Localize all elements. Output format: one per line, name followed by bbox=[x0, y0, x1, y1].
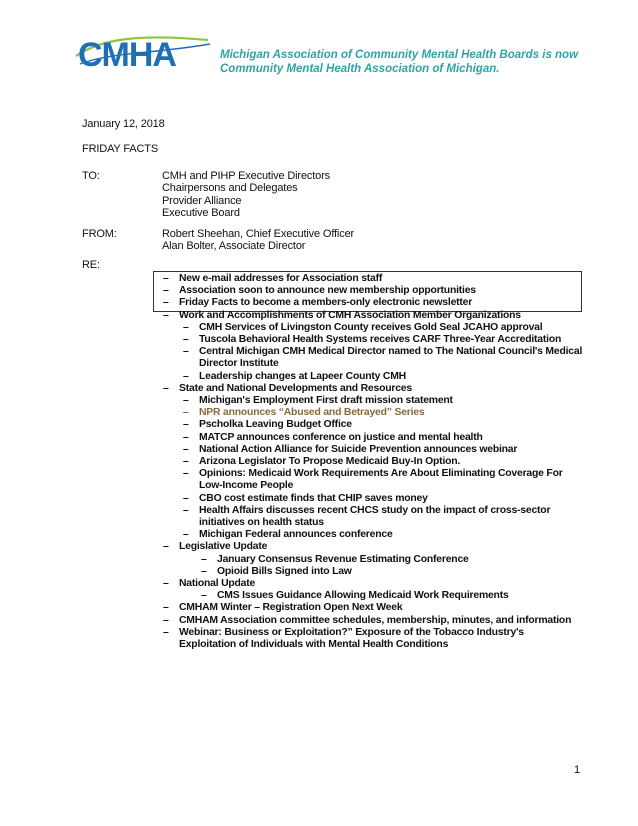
contents-item-text: CMS Issues Guidance Allowing Medicaid Work Requirements bbox=[217, 590, 509, 602]
contents-item-text: Central Michigan CMH Medical Director named to The National Council's Medical Director Institute bbox=[199, 346, 583, 370]
bullet-dash: – bbox=[183, 529, 189, 541]
contents-item bbox=[183, 456, 583, 468]
contents-item-text: Michigan's Employment First draft mission statement bbox=[199, 395, 453, 407]
to-label: TO: bbox=[82, 170, 100, 182]
contents-item bbox=[183, 493, 583, 505]
contents-item-text: Association soon to announce new membership opportunities bbox=[179, 285, 476, 297]
contents-item-text: CMH Services of Livingston County receives Gold Seal JCAHO approval bbox=[199, 321, 543, 333]
contents-item bbox=[163, 578, 583, 590]
bullet-dash: – bbox=[201, 553, 207, 565]
contents-item-text: Tuscola Behavioral Health Systems receives CARF Three-Year Accreditation bbox=[199, 334, 562, 346]
bullet-dash: – bbox=[183, 504, 189, 516]
bullet-dash: – bbox=[163, 602, 169, 614]
contents-item bbox=[201, 566, 583, 578]
bullet-dash: – bbox=[183, 321, 189, 333]
memo-title: FRIDAY FACTS bbox=[82, 143, 159, 155]
bullet-dash: – bbox=[183, 468, 189, 480]
sender: Alan Bolter, Associate Director bbox=[162, 240, 306, 253]
bullet-dash: – bbox=[183, 395, 189, 407]
contents-item bbox=[163, 273, 583, 285]
contents-item bbox=[183, 334, 583, 346]
re-label: RE: bbox=[82, 259, 100, 271]
bullet-dash: – bbox=[183, 346, 189, 358]
contents-item-text: Legislative Update bbox=[179, 541, 268, 553]
memo-date: January 12, 2018 bbox=[82, 118, 165, 130]
bullet-dash: – bbox=[163, 297, 169, 309]
contents-item-text: Opinions: Medicaid Work Requirements Are About Eliminating Coverage For Low-Income People bbox=[199, 468, 563, 492]
logo-text: CMHA bbox=[78, 36, 176, 72]
contents-item bbox=[163, 285, 583, 297]
contents-item bbox=[183, 432, 583, 444]
cmha-logo bbox=[72, 30, 212, 72]
contents-item bbox=[163, 297, 583, 309]
bullet-dash: – bbox=[183, 443, 189, 455]
contents-item-text: MATCP announces conference on justice and mental health bbox=[199, 431, 483, 443]
to-recipients bbox=[162, 170, 330, 220]
tagline-line-2: Community Mental Health Association of Michigan. bbox=[220, 63, 500, 75]
contents-item-text: Arizona Legislator To Propose Medicaid Buy-In Option. bbox=[199, 456, 461, 468]
page-number: 1 bbox=[574, 764, 581, 776]
contents-item-text: CBO cost estimate finds that CHIP saves money bbox=[199, 492, 428, 504]
recipient: Chairpersons and Delegates bbox=[162, 182, 298, 195]
tagline-line-1: Michigan Association of Community Mental Health Boards is now bbox=[220, 49, 579, 61]
bullet-dash: – bbox=[183, 407, 189, 419]
contents-item-text: National Action Alliance for Suicide Prevention announces webinar bbox=[199, 443, 518, 455]
bullet-dash: – bbox=[163, 626, 169, 638]
contents-item bbox=[183, 468, 583, 492]
bullet-dash: – bbox=[183, 419, 189, 431]
bullet-dash: – bbox=[183, 334, 189, 346]
bullet-dash: – bbox=[183, 456, 189, 468]
contents-item-text: Leadership changes at Lapeer County CMH bbox=[199, 370, 406, 382]
recipient: CMH and PIHP Executive Directors bbox=[162, 170, 330, 182]
header-tagline bbox=[220, 48, 620, 76]
contents-item bbox=[163, 383, 583, 395]
contents-item bbox=[201, 590, 583, 602]
contents-item-text: Opioid Bills Signed into Law bbox=[217, 565, 352, 577]
from-label: FROM: bbox=[82, 228, 117, 240]
contents-item bbox=[183, 407, 583, 419]
bullet-dash: – bbox=[201, 565, 207, 577]
bullet-dash: – bbox=[163, 285, 169, 297]
contents-item bbox=[183, 395, 583, 407]
contents-item-text: Work and Accomplishments of CMH Association Member Organizations bbox=[179, 309, 521, 321]
contents-item bbox=[201, 554, 583, 566]
bullet-dash: – bbox=[201, 590, 207, 602]
recipient: Executive Board bbox=[162, 207, 240, 220]
contents-item bbox=[183, 322, 583, 334]
contents-item-text: State and National Developments and Resources bbox=[179, 382, 412, 394]
contents-item bbox=[163, 615, 583, 627]
contents-item-text: Pscholka Leaving Budget Office bbox=[199, 419, 352, 431]
bullet-dash: – bbox=[163, 614, 169, 626]
contents-item-text: Friday Facts to become a members-only electronic newsletter bbox=[179, 297, 473, 309]
bullet-dash: – bbox=[163, 273, 169, 284]
bullet-dash: – bbox=[183, 431, 189, 443]
contents-item bbox=[163, 602, 583, 614]
contents-list bbox=[163, 273, 583, 651]
contents-item bbox=[163, 310, 583, 322]
from-senders bbox=[162, 228, 354, 253]
bullet-dash: – bbox=[183, 370, 189, 382]
bullet-dash: – bbox=[183, 492, 189, 504]
bullet-dash: – bbox=[163, 541, 169, 553]
contents-item-text: Michigan Federal announces conference bbox=[199, 529, 393, 541]
bullet-dash: – bbox=[163, 578, 169, 590]
contents-item-text: New e-mail addresses for Association staff bbox=[179, 273, 383, 284]
contents-item-text: National Update bbox=[179, 578, 256, 590]
recipient: Provider Alliance bbox=[162, 194, 242, 207]
sender: Robert Sheehan, Chief Executive Officer bbox=[162, 228, 355, 240]
contents-item bbox=[183, 505, 583, 529]
contents-item bbox=[183, 444, 583, 456]
contents-item bbox=[183, 419, 583, 431]
contents-item bbox=[163, 627, 583, 651]
bullet-dash: – bbox=[163, 382, 169, 394]
contents-item-text: NPR announces “Abused and Betrayed” Series bbox=[199, 407, 425, 419]
contents-item-text: Health Affairs discusses recent CHCS study on the impact of cross-sector initiatives on health status bbox=[199, 504, 551, 529]
contents-item bbox=[183, 346, 583, 370]
contents-item-text: CMHAM Association committee schedules, membership, minutes, and information bbox=[179, 614, 572, 626]
bullet-dash: – bbox=[163, 309, 169, 321]
contents-item bbox=[183, 371, 583, 383]
contents-item bbox=[183, 529, 583, 541]
contents-item-text: January Consensus Revenue Estimating Conference bbox=[217, 553, 469, 565]
contents-item bbox=[163, 541, 583, 553]
contents-item-text: CMHAM Winter – Registration Open Next Week bbox=[179, 602, 403, 614]
contents-item-text: Webinar: Business or Exploitation?” Exposure of the Tobacco Industry's Exploitation of Individuals with Mental Health Conditions bbox=[179, 626, 524, 651]
